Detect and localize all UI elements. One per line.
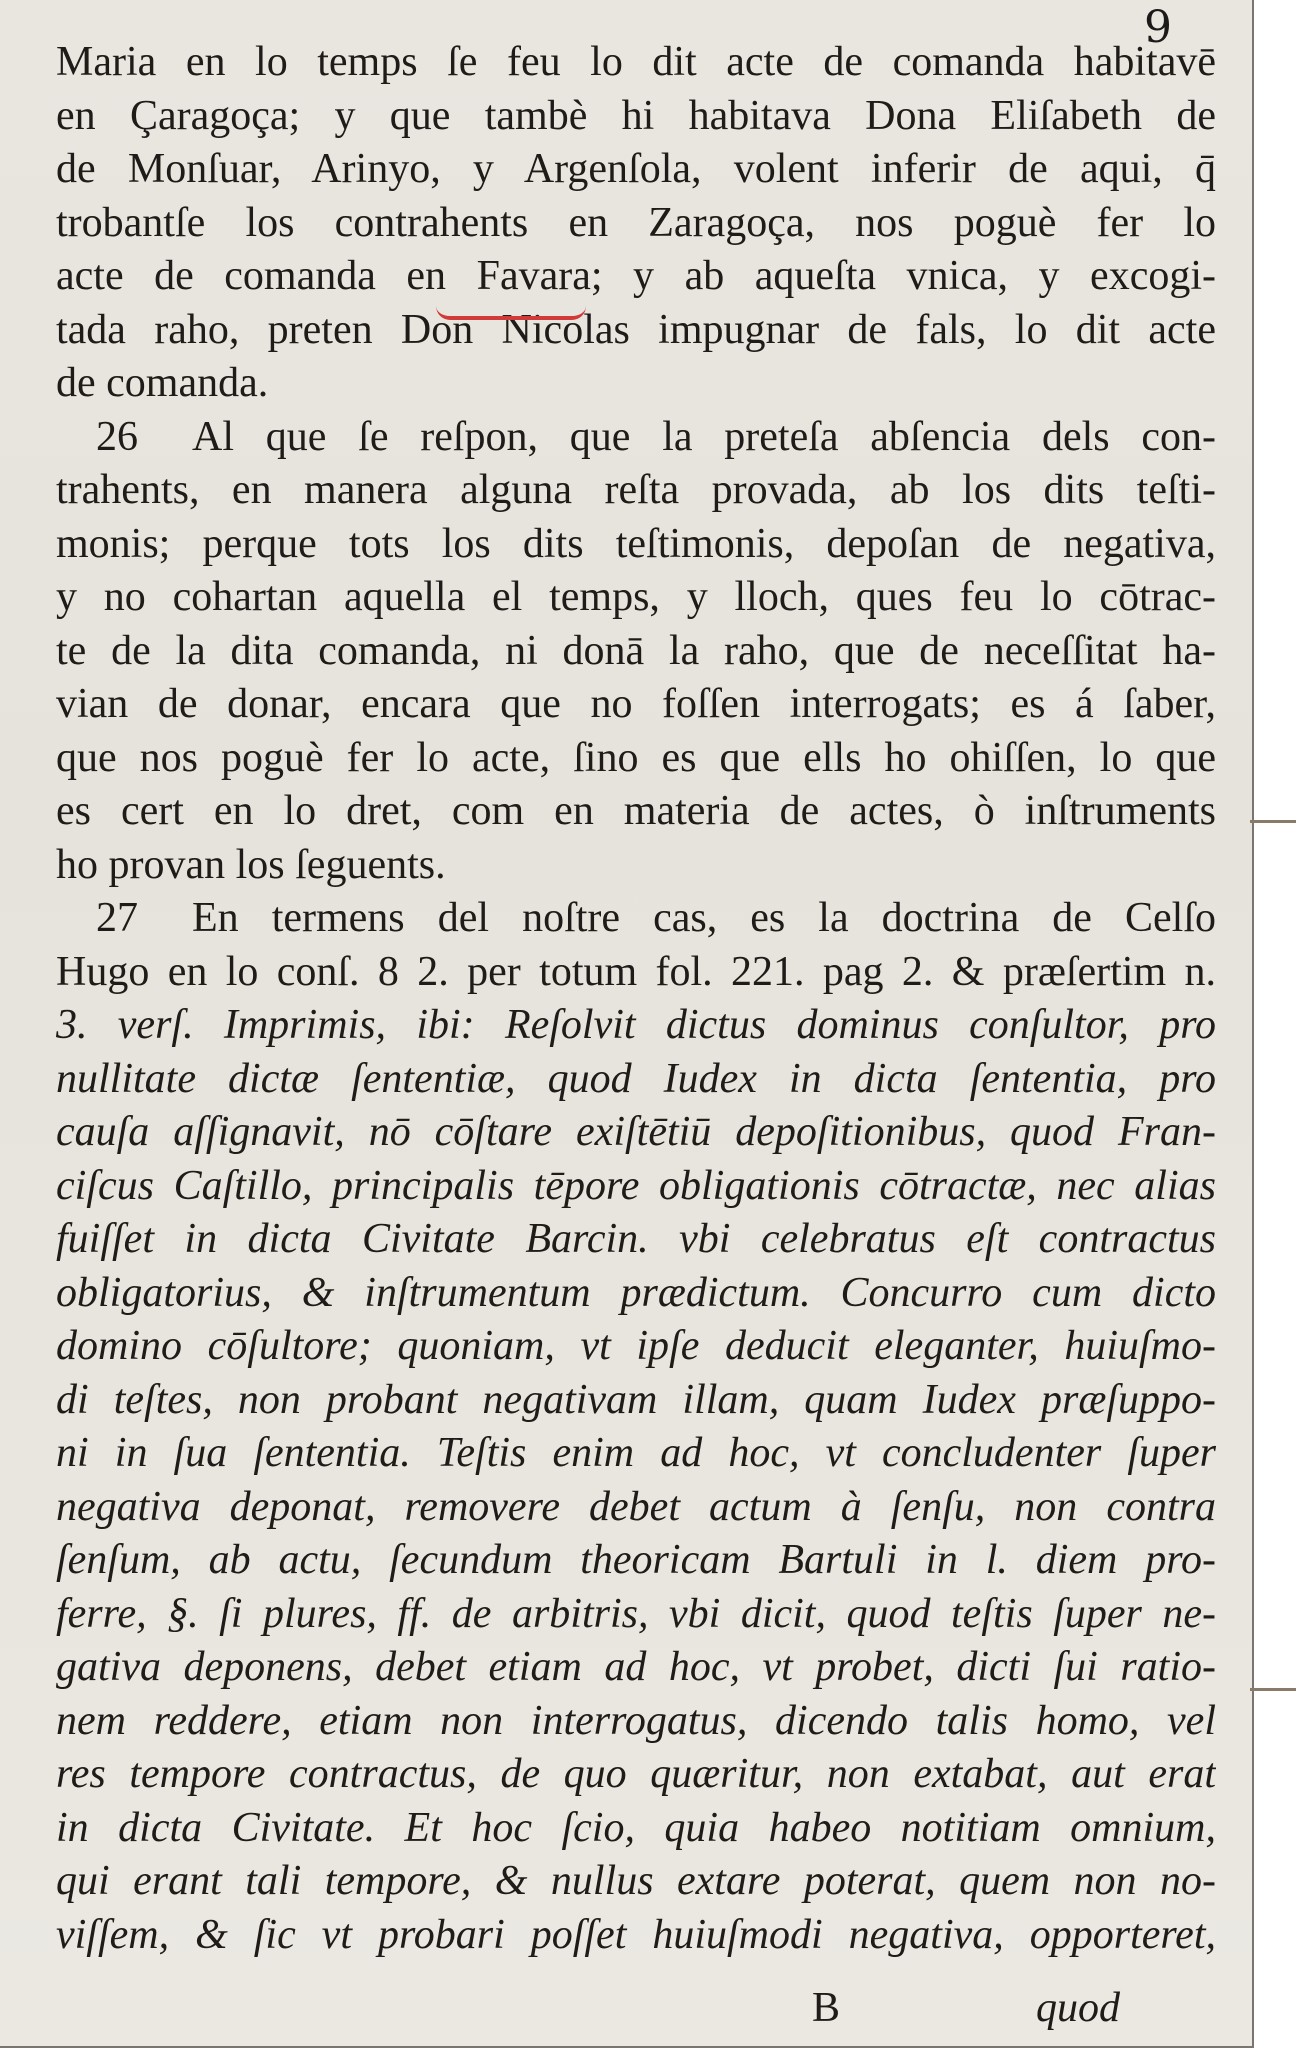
page-number: 9 xyxy=(1144,2,1172,53)
text-line: ho provan los ſeguents. xyxy=(56,841,446,888)
text-line: in dicta Civitate. Et hoc ſcio, quia habeo notitiam omnium, xyxy=(56,1804,1216,1851)
text-line: nullitate dictæ ſententiæ, quod Iudex in dicta ſententia, pro xyxy=(56,1055,1216,1102)
text-line: que nos poguè fer lo acte, ſino es que ells ho ohiſſen, lo que xyxy=(56,734,1216,781)
text-line: trahents, en manera alguna reſta provada, ab los dits teſti- xyxy=(56,467,1216,513)
text-line: ni in ſua ſententia. Teſtis enim ad hoc, vt concludenter ſuper xyxy=(56,1430,1216,1476)
text-line: di teſtes, non probant negativam illam, quam Iudex præſuppo- xyxy=(56,1376,1216,1423)
margin-mark xyxy=(1250,820,1296,823)
text-line: domino cōſultore; quoniam, vt ipſe deducit eleganter, huiuſmo- xyxy=(56,1323,1216,1369)
text-line: Hugo en lo conſ. 8 2. per totum fol. 221. pag 2. & præſertim n. xyxy=(56,948,1216,995)
text-line: gativa deponens, debet etiam ad hoc, vt probet, dicti ſui ratio- xyxy=(56,1644,1216,1690)
text-line: en Çaragoça; y que tambè hi habitava Dona Eliſabeth de xyxy=(56,92,1216,139)
text-line: de comanda. xyxy=(56,360,269,406)
text-line: Maria en lo temps ſe feu lo dit acte de comanda habitavē xyxy=(56,39,1216,85)
text-line: ferre, §. ſi plures, ff. de arbitris, vbi dicit, quod teſtis ſuper ne- xyxy=(56,1590,1216,1637)
text-line: nem reddere, etiam non interrogatus, dicendo talis homo, vel xyxy=(56,1697,1216,1744)
text-line: ciſcus Caſtillo, principalis tēpore obligationis cōtractæ, nec alias xyxy=(56,1162,1216,1209)
text-line: vian de donar, encara que no foſſen interrogats; es á ſaber, xyxy=(56,681,1216,727)
text-line: ſenſum, ab actu, ſecundum theoricam Bartuli in l. diem pro- xyxy=(56,1537,1216,1583)
paragraph-number: 27 xyxy=(96,895,138,941)
text-line: y no cohartan aquella el temps, y lloch, ques feu lo cōtrac- xyxy=(56,574,1216,620)
text-line: En termens del noſtre cas, es la doctrina de Celſo xyxy=(192,895,1216,941)
body-text xyxy=(56,36,1216,1962)
text-line: negativa deponat, removere debet actum à ſenſu, non contra xyxy=(56,1483,1216,1530)
text-line: te de la dita comanda, ni donā la raho, que de neceſſitat ha- xyxy=(56,627,1216,674)
text-line: fuiſſet in dicta Civitate Barcin. vbi celebratus eſt contractus xyxy=(56,1216,1216,1262)
catchword: quod xyxy=(1036,1985,1120,2031)
signature-mark: B xyxy=(812,1985,841,2031)
paragraph-27-first-line xyxy=(56,892,1216,946)
margin-mark xyxy=(1250,1688,1296,1691)
red-underline-annotation xyxy=(436,306,586,320)
text-line: de Monſuar, Arinyo, y Argenſola, volent inferir de aqui, q̄ xyxy=(56,146,1216,192)
text-line: tada raho, preten Don Nicolas impugnar de fals, lo dit acte xyxy=(56,306,1216,353)
paragraph-number: 26 xyxy=(96,413,138,460)
text-line: Al que ſe reſpon, que la preteſa abſencia dels con- xyxy=(192,413,1216,460)
paragraph-26-first-line xyxy=(56,411,1216,465)
text-line: qui erant tali tempore, & nullus extare poterat, quem non no- xyxy=(56,1858,1216,1904)
text-line: trobantſe los contrahents en Zaragoça, nos poguè fer lo xyxy=(56,199,1216,246)
text-line: res tempore contractus, de quo quæritur, non extabat, aut erat xyxy=(56,1751,1216,1797)
text-line: obligatorius, & inſtrumentum prædictum. Concurro cum dicto xyxy=(56,1269,1216,1316)
text-line: cauſa aſſignavit, nō cōſtare exiſtētiū depoſitionibus, quod Fran- xyxy=(56,1109,1216,1155)
text-line: monis; perque tots los dits teſtimonis, depoſan de negativa, xyxy=(56,520,1216,567)
text-line: 3. verſ. Imprimis, ibi: Reſolvit dictus dominus conſultor, pro xyxy=(56,1002,1216,1048)
text-line: acte de comanda en Favara; y ab aqueſta vnica, y excogi- xyxy=(56,253,1216,299)
text-line: es cert en lo dret, com en materia de actes, ò inſtruments xyxy=(56,788,1216,834)
text-line: viſſem, & ſic vt probari poſſet huiuſmodi negativa, opporteret, xyxy=(56,1911,1216,1958)
